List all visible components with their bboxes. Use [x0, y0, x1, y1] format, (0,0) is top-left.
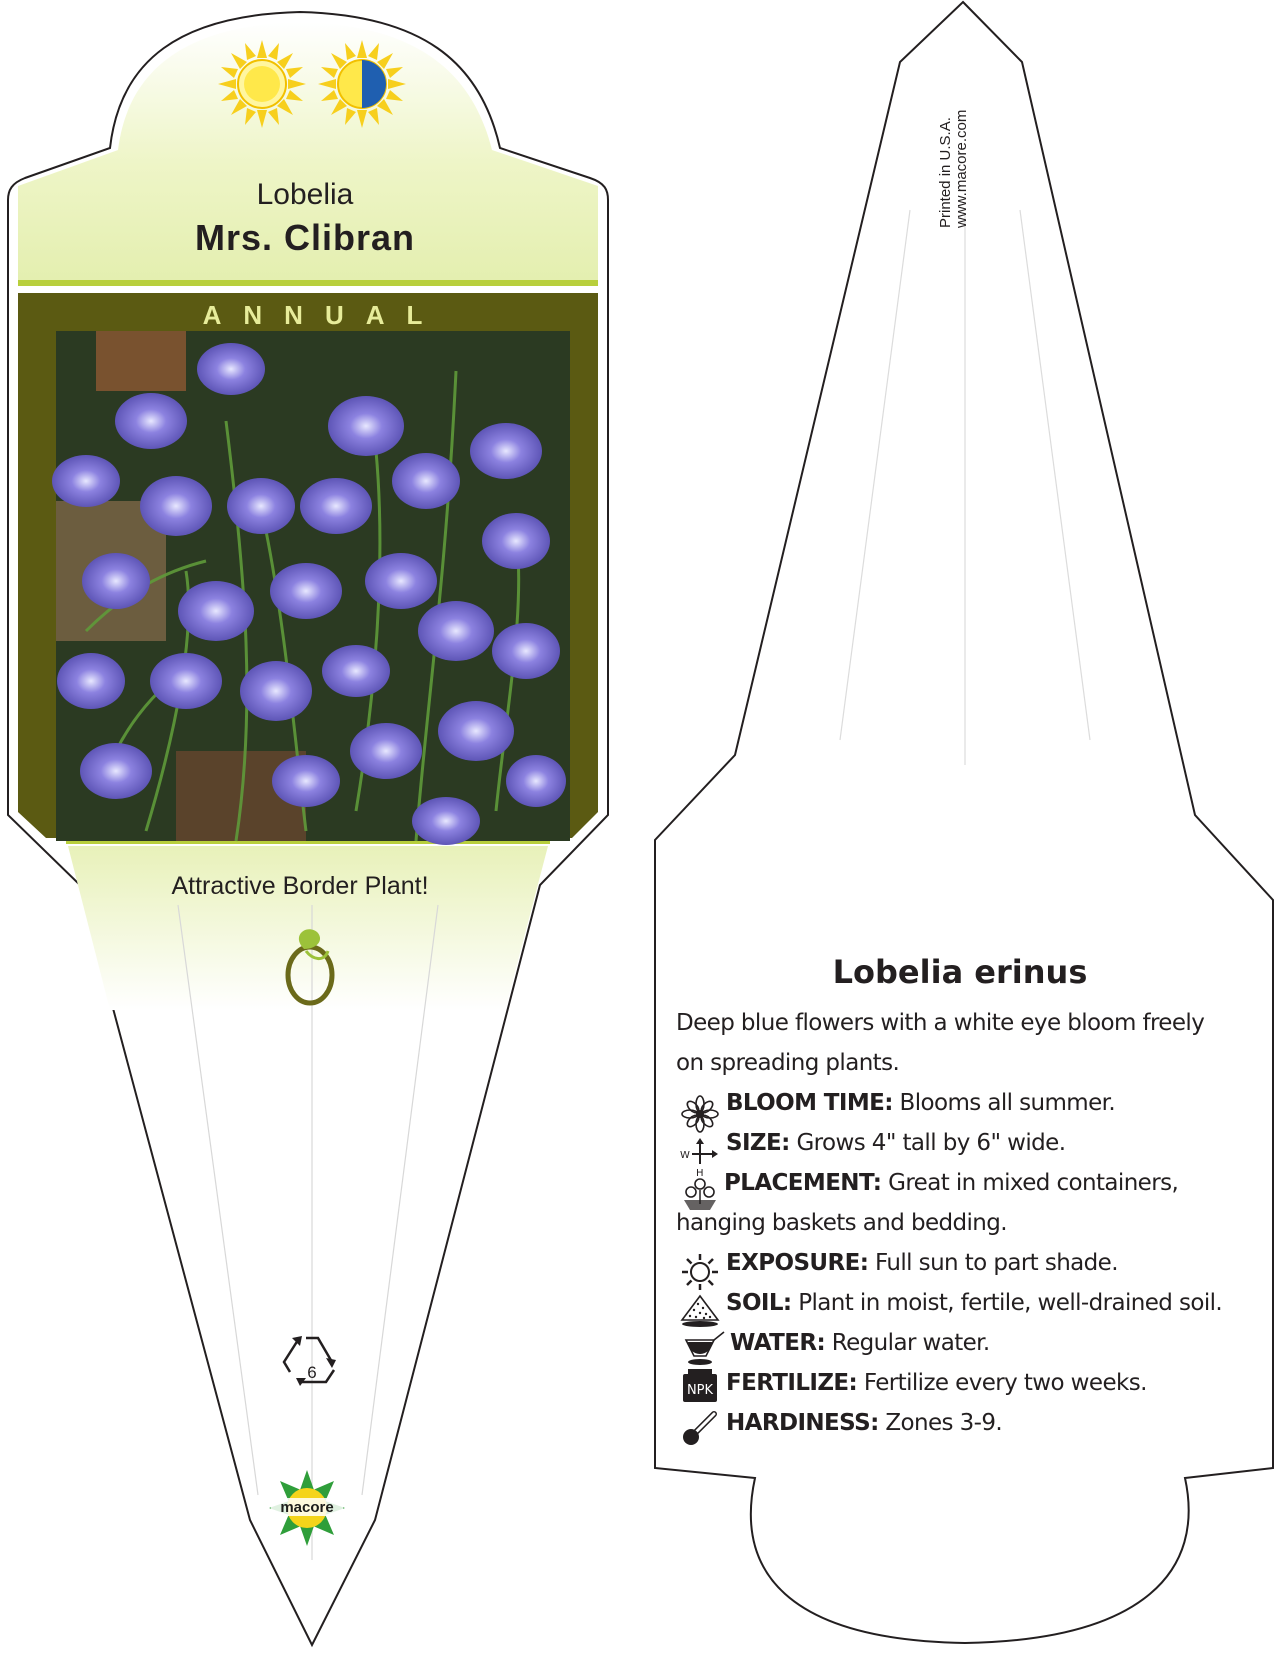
care-label: BLOOM TIME:: [726, 1090, 893, 1116]
care-item-hardiness: [726, 1403, 1238, 1443]
care-item-size: [726, 1123, 1238, 1163]
care-item-placement: [676, 1163, 1238, 1243]
printed-in: Printed in U.S.A.: [937, 117, 954, 228]
care-text: Plant in moist, fertile, well-drained soil.: [798, 1290, 1223, 1316]
care-label: HARDINESS:: [726, 1410, 879, 1436]
care-text: Regular water.: [831, 1330, 990, 1356]
svg-text:H: H: [696, 1168, 704, 1179]
header-divider: [18, 280, 598, 286]
care-label: WATER:: [730, 1330, 826, 1356]
brand-name: macore: [280, 1499, 334, 1516]
plant-type-label: ANNUAL: [202, 300, 445, 330]
care-item-water: [730, 1323, 1238, 1363]
lobelia-photo-illustration: [56, 331, 570, 841]
care-item-exposure: [726, 1243, 1238, 1283]
recycle-code: 6: [307, 1363, 317, 1382]
svg-text:W: W: [680, 1150, 690, 1161]
care-info: [678, 1003, 1238, 1443]
recycle-code-holder: [298, 1362, 326, 1382]
full-sun-icon: [218, 40, 306, 128]
care-text: Full sun to part shade.: [875, 1250, 1118, 1276]
plant-cultivar: Mrs. Clibran: [194, 217, 416, 258]
care-text: Zones 3-9.: [885, 1410, 1003, 1436]
care-label: SOIL:: [726, 1290, 792, 1316]
care-label: PLACEMENT:: [724, 1170, 882, 1196]
print-info: [938, 48, 968, 228]
website: www.macore.com: [953, 109, 970, 228]
plant-photo: [56, 331, 570, 841]
care-text: Grows 4" tall by 6" wide.: [796, 1130, 1066, 1156]
care-text: Blooms all summer.: [899, 1090, 1116, 1116]
care-label: SIZE:: [726, 1130, 790, 1156]
care-text: Great in mixed containers, hanging baskets and bedding.: [676, 1170, 1179, 1236]
part-shade-icon: [318, 40, 406, 128]
care-item-fertilize: [726, 1363, 1238, 1403]
svg-text:NPK: NPK: [686, 1383, 714, 1398]
care-label: EXPOSURE:: [726, 1250, 869, 1276]
description: Deep blue flowers with a white eye bloom freely on spreading plants.: [676, 1010, 1205, 1076]
plant-genus: Lobelia: [256, 178, 354, 211]
care-label: FERTILIZE:: [726, 1370, 858, 1396]
care-text: Fertilize every two weeks.: [863, 1370, 1147, 1396]
species-name: Lobelia erinus: [832, 953, 1088, 991]
tagline-bg: [68, 846, 548, 1010]
tagline: Attractive Border Plant!: [171, 872, 429, 900]
care-item-soil: [726, 1283, 1238, 1323]
care-item-bloom: [726, 1083, 1238, 1123]
